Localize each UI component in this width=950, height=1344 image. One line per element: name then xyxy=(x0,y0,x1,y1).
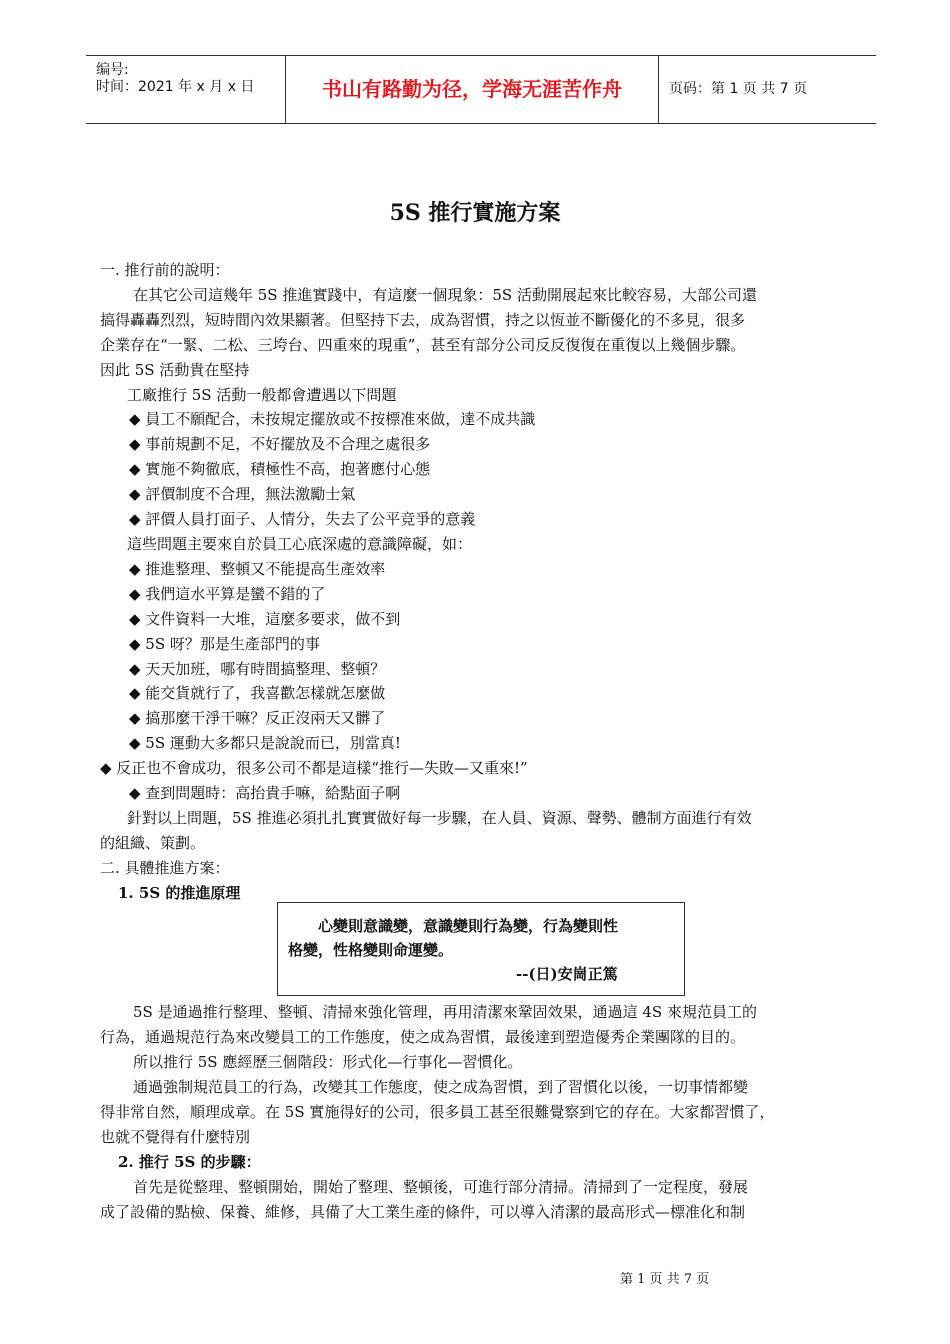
paragraph-line: 5S 是通過推行整理、整頓、清掃來強化管理，再用清潔來鞏固效果，通過這 4S 來規范員工的 xyxy=(133,1003,757,1021)
list-item: ◆ 推進整理、整頓又不能提高生產效率 xyxy=(129,560,386,578)
paragraph-line: 也就不覺得有什麼特別 xyxy=(100,1128,251,1146)
paragraph-line: 這些問題主要來自於員工心底深處的意識障礙，如： xyxy=(127,535,473,553)
paragraph-line: 在其它公司這幾年 5S 推進實踐中，有這麼一個現象：5S 活動開展起來比較容易，大部公司還 xyxy=(133,286,757,304)
list-item: ◆ 評價制度不合理，無法激勵士氣 xyxy=(129,485,356,503)
paragraph-line: 搞得轟轟烈烈，短時間內效果顯著。但堅持下去，成為習慣，持之以恆並不斷優化的不多見，很多 xyxy=(100,311,746,329)
list-item: ◆ 我們這水平算是蠻不錯的了 xyxy=(129,585,326,603)
list-item: ◆ 文件資料一大堆，這麼多要求，做不到 xyxy=(129,610,401,628)
list-item: ◆ 實施不夠徹底，積極性不高，抱著應付心態 xyxy=(129,460,431,478)
paragraph-line: 企業存在“一緊、二松、三垮台、四重來的現重”，甚至有部分公司反反復復在重復以上幾個步驟。 xyxy=(100,336,746,354)
list-item: ◆ 評價人員打面子、人情分，失去了公平竞爭的意義 xyxy=(129,510,476,528)
page-footer: 第 1 页 共 7 页 xyxy=(620,1272,710,1287)
page-indicator: 页码：第 1 页 共 7 页 xyxy=(669,81,808,97)
motto: 书山有路勤为径，学海无涯苦作舟 xyxy=(286,56,659,123)
time-label: 时间：2021 年 x 月 x 日 xyxy=(96,79,255,95)
list-item: ◆ 天天加班，哪有時間搞整理、整頓？ xyxy=(129,660,386,678)
list-item: ◆ 事前規劃不足，不好擺放及不合理之處很多 xyxy=(129,435,431,453)
header-meta-cell xyxy=(86,56,286,123)
quote-box xyxy=(277,902,685,996)
paragraph-line: 行為，通過規范行為來改變員工的工作態度，使之成為習慣，最後達到塑造優秀企業團隊的目的。 xyxy=(100,1028,746,1046)
paragraph-line: 成了設備的點檢、保養、維修，具備了大工業生產的條件，可以導入清潔的最高形式—標准化和制 xyxy=(100,1203,746,1221)
paragraph-line: 工廠推行 5S 活動一般都會遭遇以下問題 xyxy=(127,386,397,404)
document-title: 5S 推行實施方案 xyxy=(389,200,561,226)
section-heading-2: 二. 具體推進方案： xyxy=(100,859,230,877)
paragraph-line: 得非常自然，順理成章。在 5S 實施得好的公司，很多員工甚至很難覺察到它的存在。大家都習慣了， xyxy=(100,1103,775,1121)
section-heading-1: 一. 推行前的說明： xyxy=(100,261,230,279)
subheading-steps: 2. 推行 5S 的步驟： xyxy=(118,1153,261,1171)
list-item: ◆ 5S 呀？那是生產部門的事 xyxy=(129,635,320,653)
subheading-principle: 1. 5S 的推進原理 xyxy=(118,884,241,902)
paragraph-line: 針對以上問題，5S 推進必須扎扎實實做好每一步驟，在人員、資源、聲勢、體制方面進行有效 xyxy=(127,809,752,827)
list-item: ◆ 5S 運動大多都只是說說而已，別當真! xyxy=(129,734,401,752)
list-item: ◆ 員工不願配合，未按規定擺放或不按標准來做，達不成共識 xyxy=(129,410,536,428)
number-label: 编号: xyxy=(96,62,129,78)
paragraph-line: 的組織、策劃。 xyxy=(100,834,206,852)
paragraph-line: 所以推行 5S 應經歷三個階段：形式化—行事化—習慣化。 xyxy=(133,1053,523,1071)
list-item: ◆ 能交貨就行了，我喜歡怎樣就怎麼做 xyxy=(129,684,386,702)
paragraph-line: 首先是從整理、整頓開始，開始了整理、整頓後，可進行部分清掃。清掃到了一定程度，發展 xyxy=(133,1178,749,1196)
header-table xyxy=(86,55,876,124)
quote-line: 格變，性格變則命運變。 xyxy=(288,941,454,959)
list-item: ◆ 反正也不會成功，很多公司不都是這樣“推行—失敗—又重來!” xyxy=(100,759,528,777)
paragraph-line: 通過強制規范員工的行為，改變其工作態度，使之成為習慣，到了習慣化以後，一切事情都變 xyxy=(133,1078,749,1096)
paragraph-line: 因此 5S 活動貴在堅持 xyxy=(100,361,250,379)
quote-attribution: --(日)安崗正篤 xyxy=(516,965,618,983)
list-item: ◆ 查到問題時：高抬貴手嘛，給點面子啊 xyxy=(129,784,401,802)
quote-line: 心變則意識變，意識變則行為變，行為變則性 xyxy=(318,917,619,935)
list-item: ◆ 搞那麼干淨干嘛？反正沒兩天又髒了 xyxy=(129,709,386,727)
